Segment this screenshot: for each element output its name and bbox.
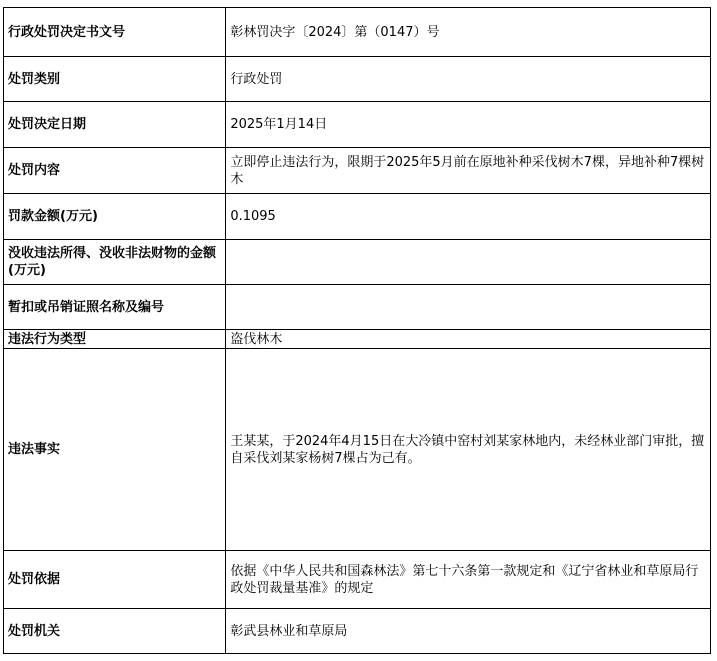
row-value: 行政处罚	[226, 57, 711, 102]
row-value: 0.1095	[226, 194, 711, 240]
table-row	[4, 285, 711, 330]
table-row	[4, 8, 711, 57]
row-label: 行政处罚决定书文号	[4, 8, 226, 57]
row-label: 违法事实	[4, 349, 226, 551]
row-value: 盗伐林木	[226, 330, 711, 349]
row-label: 违法行为类型	[4, 330, 226, 349]
row-label: 处罚类别	[4, 57, 226, 102]
row-value: 王某某，于2024年4月15日在大冷镇中窑村刘某家林地内，未经林业部门审批，擅自采伐刘某家杨树7棵占为己有。	[226, 349, 711, 551]
penalty-info-table	[3, 7, 711, 654]
row-value: 依据《中华人民共和国森林法》第七十六条第一款规定和《辽宁省林业和草原局行政处罚裁量基准》的规定	[226, 551, 711, 609]
row-value: 立即停止违法行为，限期于2025年5月前在原地补种采伐树木7棵，异地补种7棵树木	[226, 148, 711, 194]
row-value: 彰林罚决字〔2024〕第（0147）号	[226, 8, 711, 57]
table-row	[4, 609, 711, 654]
row-label: 处罚依据	[4, 551, 226, 609]
row-value: 彰武县林业和草原局	[226, 609, 711, 654]
table-row	[4, 349, 711, 551]
table-row	[4, 551, 711, 609]
table-row	[4, 148, 711, 194]
table-row	[4, 102, 711, 148]
row-label: 暂扣或吊销证照名称及编号	[4, 285, 226, 330]
table-row	[4, 194, 711, 240]
row-label: 没收违法所得、没收非法财物的金额(万元)	[4, 240, 226, 285]
row-label: 处罚内容	[4, 148, 226, 194]
row-label: 罚款金额(万元)	[4, 194, 226, 240]
row-label: 处罚机关	[4, 609, 226, 654]
table-row	[4, 240, 711, 285]
row-value: 2025年1月14日	[226, 102, 711, 148]
row-value	[226, 285, 711, 330]
table-row	[4, 57, 711, 102]
table-row	[4, 330, 711, 349]
row-label: 处罚决定日期	[4, 102, 226, 148]
row-value	[226, 240, 711, 285]
